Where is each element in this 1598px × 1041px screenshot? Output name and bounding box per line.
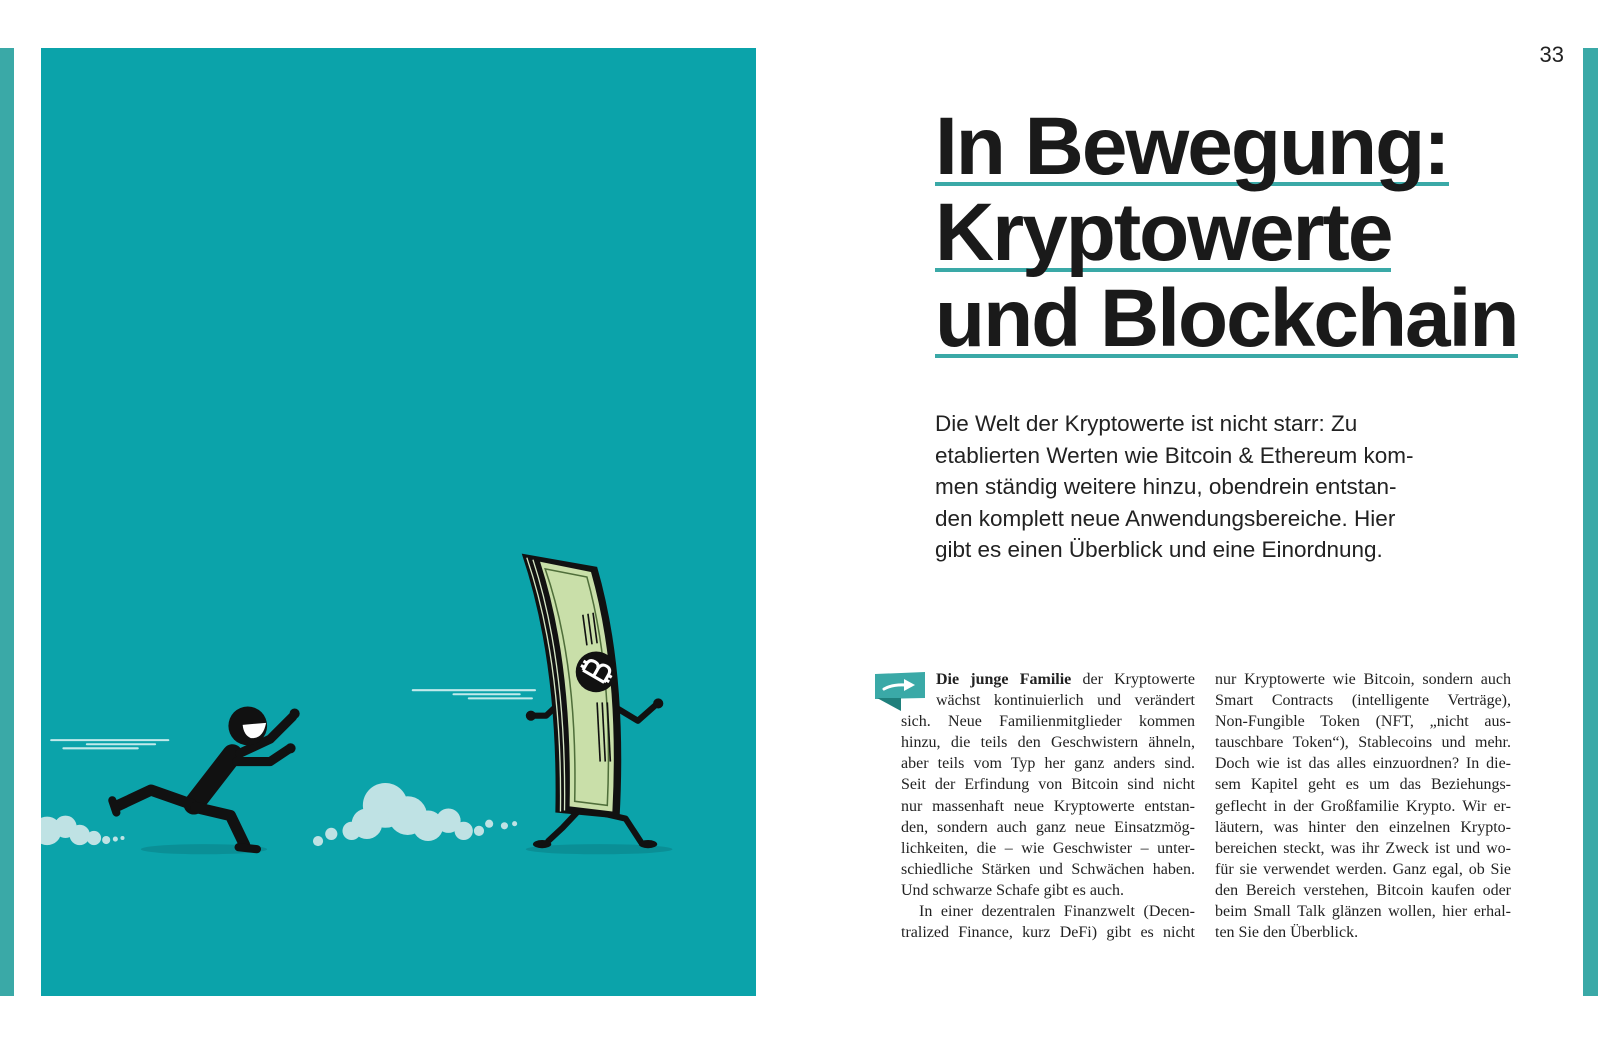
body-line: sich. Neue Familienmitglieder kommen — [901, 713, 1195, 731]
running-man-icon — [112, 707, 299, 850]
body-line: beim Small Talk glänzen wollen, hier erhal- — [1215, 903, 1511, 921]
body-line: ten Sie den Überblick. — [1215, 924, 1359, 942]
intro-line: den komplett neue Anwendungsbereiche. Hier — [935, 505, 1396, 531]
body-line: für sie verwendet werden. Ganz egal, ob Sie — [1215, 860, 1511, 878]
body-column-1 — [901, 669, 1195, 943]
intro-line: Die Welt der Kryptowerte ist nicht starr: Zu — [935, 411, 1358, 436]
banknote-character-icon — [522, 554, 664, 849]
lead-in-bold: Die junge Familie — [936, 671, 1072, 688]
body-line: hinzu, die teils den Geschwistern ähneln, — [901, 734, 1195, 752]
speed-lines-right — [413, 690, 535, 698]
intro-line: etablierten Werten wie Bitcoin & Ethereum kom- — [935, 442, 1414, 468]
body-line: aber teils vom Typ her ganz anders sind. — [901, 755, 1195, 773]
body-line: tauschbare Token“), Stablecoins und mehr. — [1215, 734, 1511, 752]
body-line: In einer dezentralen Finanzwelt (Decen- — [919, 903, 1195, 921]
intro-paragraph — [935, 408, 1414, 566]
body-line: sem Kapitel geht es um das Beziehungs- — [1215, 776, 1511, 794]
left-edge-stripe — [0, 48, 14, 996]
illustration-panel — [41, 48, 756, 996]
body-line: tralized Finance, kurz DeFi) gibt es nicht — [901, 924, 1195, 942]
dust-cloud-middle — [313, 783, 517, 846]
body-line: lichkeiten, die – wie Geschwister – unter- — [901, 839, 1195, 857]
lead-in-rest: der Kryptowerte — [1071, 671, 1195, 688]
body-line: Smart Contracts (intelligente Verträge), — [1215, 692, 1511, 710]
right-edge-stripe — [1583, 48, 1598, 996]
page-number: 33 — [1539, 42, 1564, 67]
body-line: nur Kryptowerte wie Bitcoin, sondern auch — [1215, 671, 1511, 688]
body-line: geflecht in der Großfamilie Krypto. Wir er- — [1215, 797, 1511, 815]
page-title — [935, 101, 1518, 370]
body-line — [936, 669, 1195, 690]
body-line: nur massenhaft neue Kryptowerte entstan- — [901, 797, 1195, 815]
speed-lines-left — [51, 740, 168, 748]
body-line: Non-Fungible Token (NFT, „nicht aus- — [1215, 713, 1511, 731]
bitcoin-icon — [576, 651, 617, 692]
body-line: wächst kontinuierlich und verändert — [936, 692, 1195, 710]
intro-line: men ständig weitere hinzu, obendrein entstan- — [935, 474, 1397, 500]
body-line: läutern, was hinter den einzelnen Krypto- — [1215, 818, 1511, 836]
body-line: bereichen steckt, was ihr Zweck ist und wo- — [1215, 839, 1511, 857]
title-line-2: Kryptowerte — [935, 187, 1392, 278]
body-column-2 — [1215, 669, 1511, 943]
title-line-1: In Bewegung: — [935, 101, 1449, 192]
intro-line: gibt es einen Überblick und eine Einordnung. — [935, 537, 1383, 563]
body-line: schiedliche Stärken und Schwächen haben. — [901, 860, 1195, 878]
body-line: Doch wie ist das alles einzuordnen? In die- — [1215, 755, 1511, 773]
chase-illustration — [41, 48, 756, 996]
body-line: Seit der Erfindung von Bitcoin sind nicht — [901, 776, 1195, 794]
title-line-3: und Blockchain — [935, 273, 1518, 364]
body-line: den, sondern auch ganz neue Einsatzmög- — [901, 818, 1195, 836]
dust-cloud-left — [41, 816, 125, 846]
body-line: den Bereich verstehen, Bitcoin kaufen oder — [1215, 881, 1511, 899]
body-line: Und schwarze Schafe gibt es auch. — [901, 881, 1125, 899]
